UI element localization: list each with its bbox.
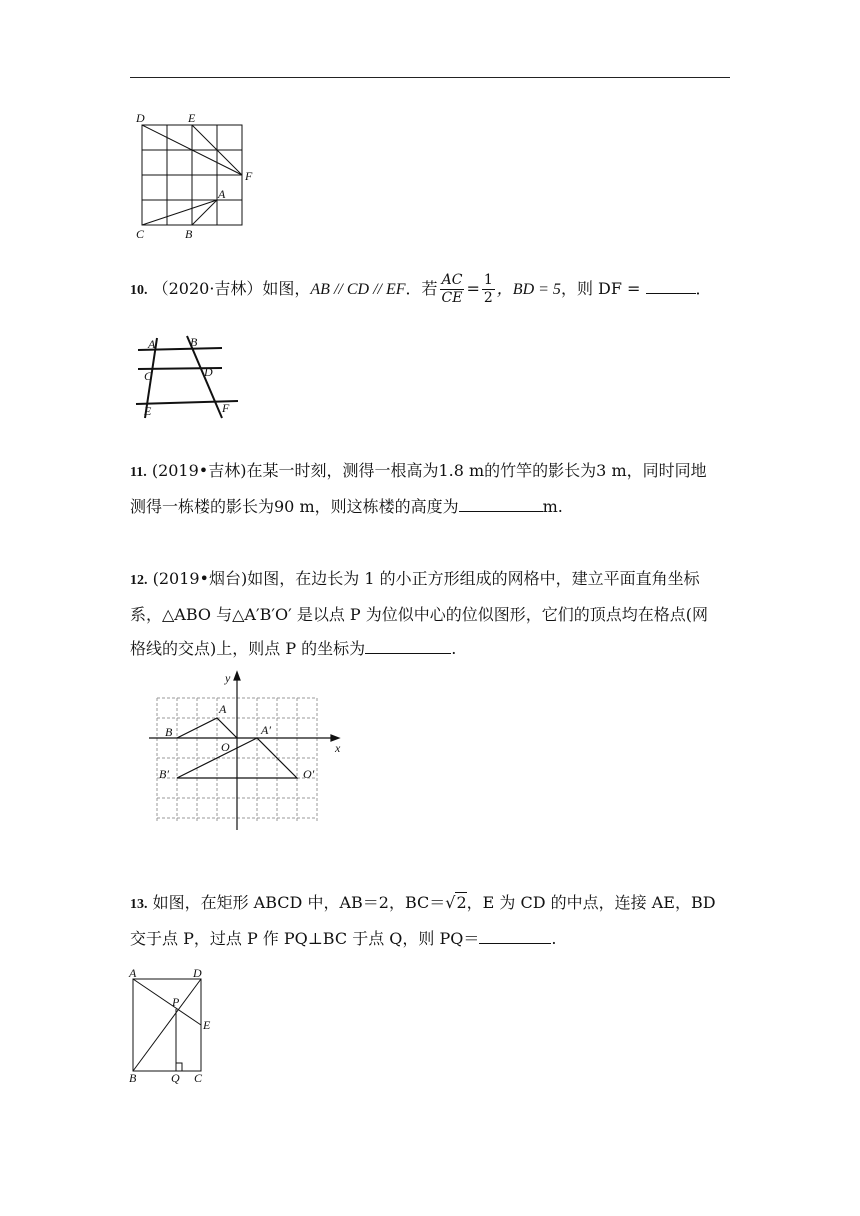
question-10 <box>130 272 735 308</box>
q11-line2: 测得一栋楼的影长为90 m，则这栋楼的高度为 <box>130 497 459 516</box>
q10-label-c: C <box>144 369 153 383</box>
q10-frac-den: CE <box>441 290 463 306</box>
q12-label-o-prime: O′ <box>303 767 315 781</box>
q10-period: ． <box>695 279 712 298</box>
q10-label-e: E <box>144 404 152 418</box>
q10-label-a: A <box>148 337 156 351</box>
q11-unit: m. <box>542 497 563 516</box>
q12-label-b: B <box>165 725 173 739</box>
q10-eq: = <box>466 279 480 298</box>
q12-period: . <box>451 639 457 658</box>
q12-label-a-prime: A′ <box>261 723 271 737</box>
q10-fraction <box>440 272 465 307</box>
q9-label-e: E <box>188 111 196 125</box>
q10-bd: ，BD = 5 <box>496 281 561 298</box>
q10-condition: AB // CD // EF <box>310 281 406 298</box>
q13-line1-a: 如图，在矩形 ABCD 中，AB＝2，BC＝ <box>152 893 446 912</box>
q10-parallel-lines-figure <box>130 330 250 420</box>
q9-label-d: D <box>136 111 145 125</box>
q10-half <box>482 272 495 307</box>
q10-half-num: 1 <box>483 272 493 288</box>
q12-line2: 系，△ABO 与△A′B′O′ 是以点 P 为位似中心的位似图形，它们的顶点均在格点(网 <box>130 605 709 624</box>
q13-label-c: C <box>194 1071 203 1085</box>
q10-label-d: D <box>204 365 213 379</box>
q12-coordinate-grid-figure <box>145 668 355 836</box>
q13-label-q: Q <box>171 1071 180 1085</box>
q12-axis-y: y <box>225 671 231 685</box>
q13-label-b: B <box>129 1071 137 1085</box>
q12-answer-blank[interactable] <box>365 635 451 654</box>
q10-answer-blank[interactable] <box>646 275 696 294</box>
q10-source: （2020·吉林）如图， <box>152 279 311 298</box>
q13-period: . <box>551 929 557 948</box>
q12-number: 12. <box>130 573 148 588</box>
q9-label-c: C <box>136 227 145 241</box>
q13-rectangle-figure <box>125 966 225 1086</box>
q11-line1: (2019•吉林)在某一时刻，测得一根高为1.8 m的竹竿的影长为3 m，同时同地 <box>151 461 707 480</box>
q10-tail: ，则 DF = <box>560 279 641 298</box>
q12-label-o: O <box>221 740 230 754</box>
q13-label-d: D <box>193 966 202 980</box>
q12-axis-x: x <box>335 741 341 755</box>
question-11 <box>130 454 735 524</box>
q10-ruo: ．若 <box>405 279 438 298</box>
q11-number: 11. <box>130 465 147 480</box>
q13-number: 13. <box>130 897 148 912</box>
q12-label-b-prime: B′ <box>159 767 169 781</box>
header-rule <box>130 77 730 78</box>
q13-label-p: P <box>172 995 180 1009</box>
q10-label-b: B <box>190 335 198 349</box>
question-12 <box>130 562 735 666</box>
q9-label-a: A <box>218 187 226 201</box>
q12-line3: 格线的交点)上，则点 P 的坐标为 <box>130 639 366 658</box>
q13-line2: 交于点 P，过点 P 作 PQ⊥BC 于点 Q，则 PQ＝ <box>130 929 480 948</box>
q12-label-a: A <box>219 702 227 716</box>
question-13 <box>130 886 735 956</box>
q10-frac-num: AC <box>440 272 465 290</box>
q9-label-f: F <box>245 169 253 183</box>
q13-line1-b: ，E 为 CD 的中点，连接 AE，BD <box>466 893 716 912</box>
q10-label-f: F <box>222 401 230 415</box>
q13-sqrt: √2 <box>445 893 467 912</box>
q9-label-b: B <box>185 227 193 241</box>
q13-label-a: A <box>129 966 137 980</box>
q13-label-e: E <box>203 1018 211 1032</box>
q12-line1: (2019•烟台)如图，在边长为 1 的小正方形组成的网格中，建立平面直角坐标 <box>152 569 700 588</box>
q13-answer-blank[interactable] <box>479 925 551 944</box>
q11-answer-blank[interactable] <box>459 493 543 512</box>
q9-grid-figure <box>130 108 270 243</box>
q13-sqrt-value: 2 <box>456 893 467 912</box>
q10-number: 10. <box>130 283 148 298</box>
q10-half-den: 2 <box>483 290 493 306</box>
